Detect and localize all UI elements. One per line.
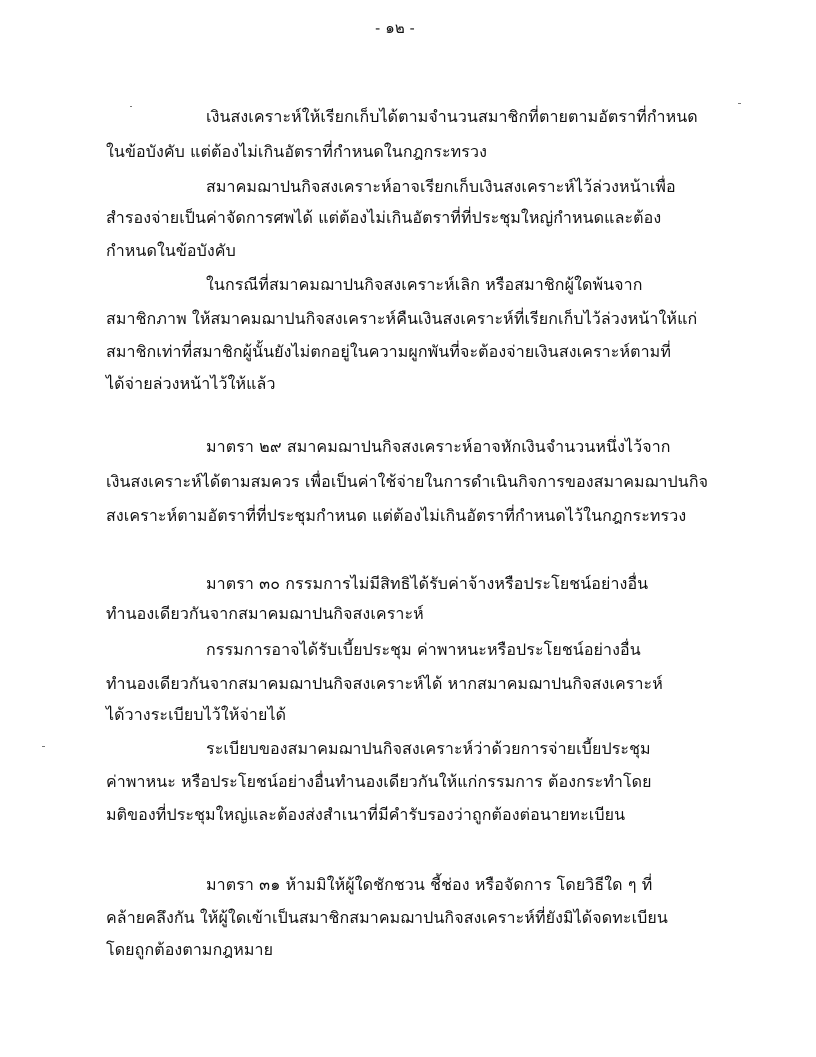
text-line: คล้ายคลึงกัน ให้ผู้ใดเข้าเป็นสมาชิกสมาคมฌาปนกิจสงเคราะห์ที่ยังมิได้จดทะเบียน (106, 908, 668, 927)
text-line: กำหนดในข้อบังคับ (106, 241, 236, 260)
scan-speck (738, 103, 741, 104)
text-line: สมาชิกภาพ ให้สมาคมฌาปนกิจสงเคราะห์คืนเงินสงเคราะห์ที่เรียกเก็บไว้ล่วงหน้าให้แก่ (106, 309, 698, 328)
scan-speck (42, 746, 45, 747)
section-heading-line: มาตรา ๒๙ สมาคมฌาปนกิจสงเคราะห์อาจหักเงินจำนวนหนึ่งไว้จาก (206, 437, 671, 456)
section-heading-line: มาตรา ๓๑ ห้ามมิให้ผู้ใดชักชวน ชี้ช่อง หรือจัดการ โดยวิธีใด ๆ ที่ (206, 875, 653, 894)
text-line: โดยถูกต้องตามกฎหมาย (106, 940, 274, 959)
text-line: ทำนองเดียวกันจากสมาคมฌาปนกิจสงเคราะห์ (106, 604, 424, 623)
section-heading-line: มาตรา ๓๐ กรรมการไม่มีสิทธิได้รับค่าจ้างหรือประโยชน์อย่างอื่น (206, 574, 649, 593)
text-line: เงินสงเคราะห์ให้เรียกเก็บได้ตามจำนวนสมาชิกที่ตายตามอัตราที่กำหนด (206, 107, 698, 126)
text-line: ในข้อบังคับ แต่ต้องไม่เกินอัตราที่กำหนดในกฎกระทรวง (106, 142, 487, 161)
text-line: กรรมการอาจได้รับเบี้ยประชุม ค่าพาหนะหรือประโยชน์อย่างอื่น (206, 640, 641, 659)
text-line: ระเบียบของสมาคมฌาปนกิจสงเคราะห์ว่าด้วยการจ่ายเบี้ยประชุม (206, 739, 651, 758)
text-line: มติของที่ประชุมใหญ่และต้องส่งสำเนาที่มีคำรับรองว่าถูกต้องต่อนายทะเบียน (106, 805, 626, 824)
text-line: สำรองจ่ายเป็นค่าจัดการศพได้ แต่ต้องไม่เกินอัตราที่ที่ประชุมใหญ่กำหนดและต้อง (106, 208, 662, 227)
text-line: ค่าพาหนะ หรือประโยชน์อย่างอื่นทำนองเดียวกันให้แก่กรรมการ ต้องกระทำโดย (106, 772, 652, 791)
text-line: เงินสงเคราะห์ได้ตามสมควร เพื่อเป็นค่าใช้จ่ายในการดำเนินกิจการของสมาคมฌาปนกิจ (106, 472, 709, 491)
text-line: ได้วางระเบียบไว้ให้จ่ายได้ (106, 705, 287, 724)
text-line: ได้จ่ายล่วงหน้าไว้ให้แล้ว (106, 374, 276, 393)
scan-speck (130, 106, 132, 107)
page-number: - ๑๒ - (375, 19, 415, 37)
text-line: สมาคมฌาปนกิจสงเคราะห์อาจเรียกเก็บเงินสงเคราะห์ไว้ล่วงหน้าเพื่อ (206, 177, 676, 196)
text-line: ในกรณีที่สมาคมฌาปนกิจสงเคราะห์เลิก หรือสมาชิกผู้ใดพ้นจาก (206, 275, 643, 294)
text-line: สงเคราะห์ตามอัตราที่ที่ประชุมกำหนด แต่ต้องไม่เกินอัตราที่กำหนดไว้ในกฎกระทรวง (106, 506, 687, 525)
text-line: สมาชิกเท่าที่สมาชิกผู้นั้นยังไม่ตกอยู่ในความผูกพันที่จะต้องจ่ายเงินสงเคราะห์ตามที่ (106, 342, 671, 361)
text-line: ทำนองเดียวกันจากสมาคมฌาปนกิจสงเคราะห์ได้ หากสมาคมฌาปนกิจสงเคราะห์ (106, 674, 663, 693)
